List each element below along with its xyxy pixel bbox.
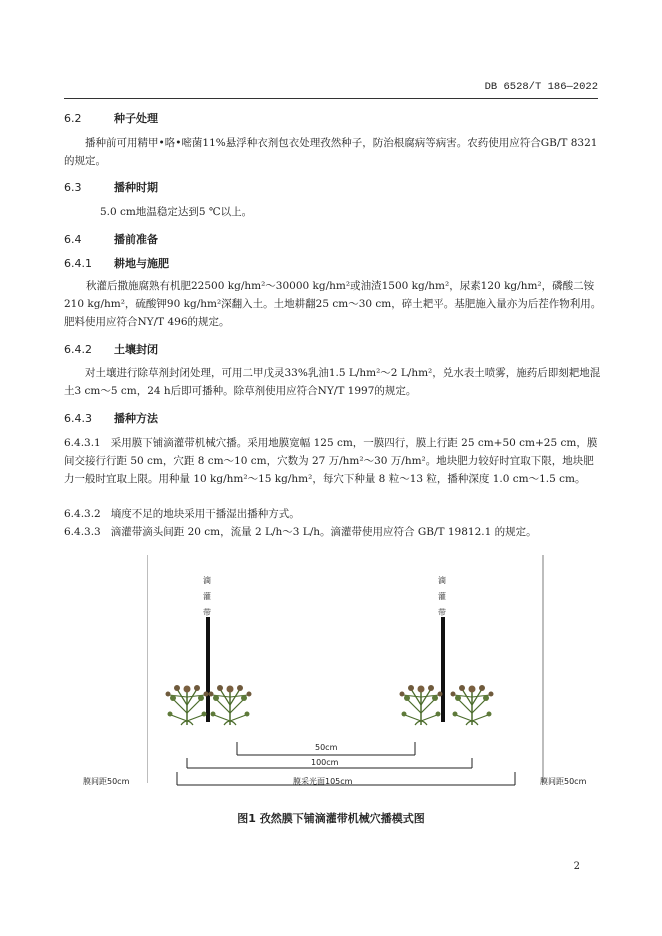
paragraph-6-4-3-1 [64,434,602,488]
paragraph-6-4-3-3 [64,523,602,541]
figure-caption: 图1 孜然膜下铺滴灌带机械穴播模式图 [237,812,425,825]
heading-6-2 [64,110,158,126]
section-number: 6.4.1 [64,257,92,270]
film-gap-label-right: 膜间距50cm [540,777,587,786]
paragraph-6-3: 5.0 cm地温稳定达到5 ℃以上。 [100,206,253,218]
section-title: 播种方法 [114,412,158,425]
section-number: 6.4.2 [64,343,92,356]
drip-tape-label-right: 滴灌带 [438,576,446,617]
clause-number: 6.4.3.3 [64,526,101,538]
drip-tape-label-left: 滴灌带 [203,576,211,617]
clause-number: 6.4.3.1 [64,437,101,449]
paragraph-6-2: 播种前可用精甲•咯•嘧菌11%悬浮种衣剂包衣处理孜然种子，防治根腐病等病害。农药使用应符合GB/T 8321的规定。 [64,137,598,167]
heading-6-4 [64,231,158,247]
figure-1 [147,555,545,795]
section-title: 播种时期 [114,181,158,194]
heading-6-4-1 [64,255,169,271]
clause-text: 墒度不足的地块采用干播湿出播种方式。 [110,508,300,520]
heading-6-4-3 [64,410,158,426]
document-id: DB 6528/T 186—2022 [484,81,598,93]
heading-6-4-2 [64,341,158,357]
page-number: 2 [573,861,580,872]
section-number: 6.4 [64,233,82,246]
section-title: 播前准备 [114,233,158,246]
clause-text: 采用膜下铺滴灌带机械穴播。采用地膜宽幅 125 cm，一膜四行，膜上行距 25 cm+50 cm+25 cm，膜间交接行行距 50 cm，穴距 8 cm～10 cm，穴数为 27 万/hm²～30 万/hm²。地块肥力较好时宜取下限，地块肥力一般时宜取上限。用种量 10 kg/hm²～15 kg/hm²，每穴下种量 8 粒～13 粒，播种深度 1.0 cm～1.5 cm。 [64,437,598,485]
section-number: 6.4.3 [64,412,92,425]
section-title: 种子处理 [114,112,158,125]
paragraph-6-4-3-2 [64,505,602,523]
paragraph-6-4-1: 秋灌后撒施腐熟有机肥22500 kg/hm²～30000 kg/hm²或油渣1500 kg/hm²，尿素120 kg/hm²，磷酸二铵210 kg/hm²，硫酸钾90 kg/hm²深翻入土。土地耕翻25 cm～30 cm，碎土耙平。基肥施入量亦为后茬作物利用。肥料使用应符合NY/T 496的规定。 [64,280,602,328]
film-gap-label-left: 膜间距50cm [83,777,130,786]
heading-6-3 [64,179,158,195]
dimension-50cm: 50cm [315,743,338,752]
paragraph-6-4-2: 对土壤进行除草剂封闭处理，可用二甲戊灵33%乳油1.5 L/hm²～2 L/hm²，兑水表土喷雾，施药后即刻耙地混土3 cm～5 cm，24 h后即可播种。除草剂使用应符合NY/T 1997的规定。 [64,367,601,397]
section-number: 6.2 [64,112,82,125]
clause-number: 6.4.3.2 [64,508,101,520]
section-title: 耕地与施肥 [114,257,169,270]
dimension-100cm: 100cm [311,758,339,767]
section-title: 土壤封闭 [114,343,158,356]
section-number: 6.3 [64,181,82,194]
dimension-105cm: 膜采光面105cm [293,777,353,786]
clause-text: 滴灌带滴头间距 20 cm，流量 2 L/h～3 L/h。滴灌带使用应符合 GB/T 19812.1 的规定。 [110,526,537,538]
header-rule [64,98,598,99]
